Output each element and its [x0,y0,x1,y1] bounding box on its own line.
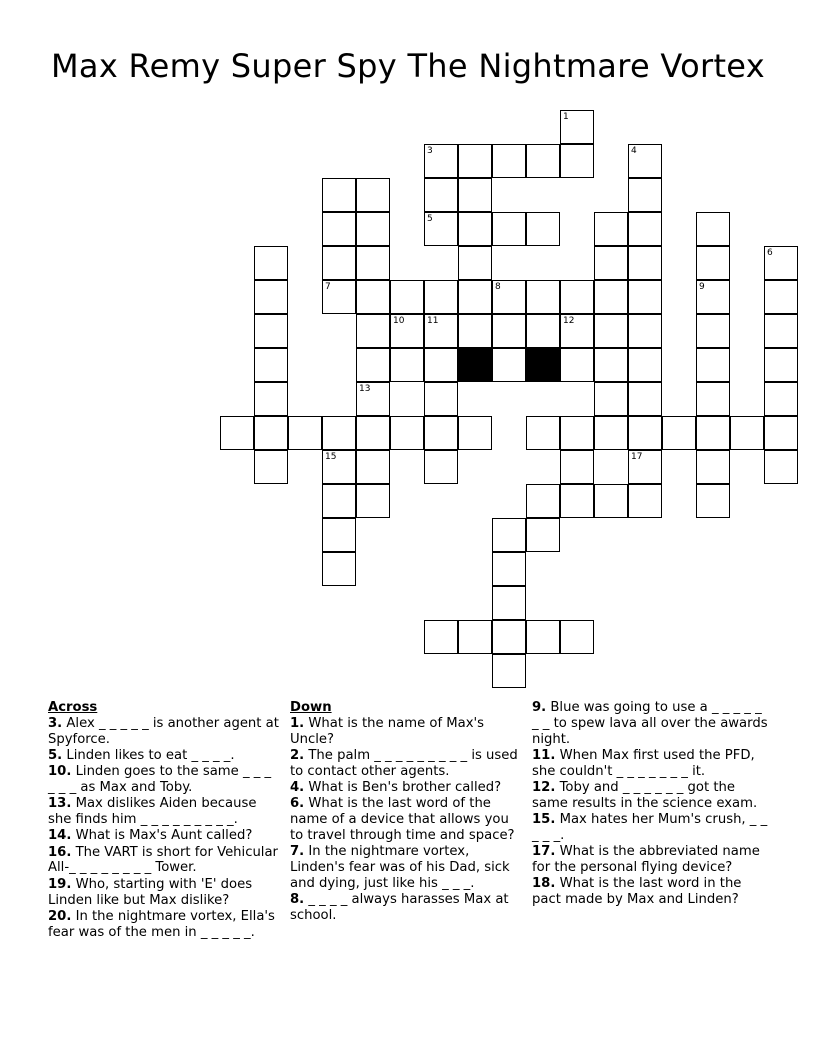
clue-item-number: 16. [48,844,72,860]
clue-item [532,876,768,908]
grid-cell[interactable] [594,484,628,518]
across-clues [48,700,280,941]
clue-item-number: 20. [48,908,72,924]
grid-cell[interactable] [458,246,492,280]
grid-cell[interactable] [356,450,390,484]
down-clues-continued [532,700,768,908]
clue-number: 11 [427,316,439,326]
grid-cell[interactable] [594,246,628,280]
grid-cell[interactable] [322,178,356,212]
grid-cell[interactable] [424,178,458,212]
grid-cell[interactable] [390,314,424,348]
clue-item [48,877,280,909]
grid-cell[interactable] [628,314,662,348]
grid-cell[interactable] [424,450,458,484]
clue-item-number: 3. [48,715,63,731]
grid-cell[interactable] [254,416,288,450]
clue-item-text: The palm _ _ _ _ _ _ _ _ _ is used to contact other agents. [290,747,518,779]
grid-cell[interactable] [628,484,662,518]
grid-cell[interactable] [764,314,798,348]
grid-cell[interactable] [594,212,628,246]
grid-cell[interactable] [458,144,492,178]
grid-cell[interactable] [458,280,492,314]
grid-cell[interactable] [628,178,662,212]
grid-cell[interactable] [322,246,356,280]
grid-cell[interactable] [764,348,798,382]
clue-number: 8 [495,282,501,292]
clue-item [290,796,522,843]
grid-cell[interactable] [696,484,730,518]
grid-cell[interactable] [492,552,526,586]
grid-cell[interactable] [254,280,288,314]
grid-cell[interactable] [764,416,798,450]
clue-item-text: What is the last word of the name of a device that allows you to travel through time and space? [290,796,515,843]
grid-cell[interactable] [322,280,356,314]
grid-cell[interactable] [696,280,730,314]
grid-cell[interactable] [356,246,390,280]
clue-item-text: What is the abbreviated name for the personal flying device? [532,844,760,875]
grid-cell[interactable] [424,144,458,178]
grid-cell[interactable] [492,314,526,348]
grid-cell[interactable] [254,450,288,484]
grid-cell[interactable] [322,212,356,246]
grid-cell[interactable] [696,348,730,382]
grid-cell[interactable] [594,280,628,314]
clue-item-text: Linden likes to eat _ _ _ _. [62,747,235,763]
grid-cell[interactable] [356,348,390,382]
grid-cell[interactable] [356,416,390,450]
clue-item-number: 1. [290,715,305,731]
grid-cell[interactable] [526,620,560,654]
clue-item-number: 8. [290,892,305,908]
grid-cell[interactable] [492,348,526,382]
clue-item-text: In the nightmare vortex, Linden's fear was of his Dad, sick and dying, just like his _ _ _. [290,844,510,891]
grid-cell[interactable] [492,280,526,314]
clue-item-number: 19. [48,876,72,892]
grid-cell[interactable] [322,450,356,484]
grid-cell[interactable] [492,518,526,552]
grid-cell[interactable] [492,144,526,178]
clue-number: 5 [427,214,433,224]
down-heading: Down [290,700,332,715]
grid-cell[interactable] [560,314,594,348]
clue-item-number: 15. [532,812,556,828]
grid-cell[interactable] [424,348,458,382]
grid-cell[interactable] [424,280,458,314]
clue-item-text: When Max first used the PFD, she couldn't _ _ _ _ _ _ _ it. [532,747,755,779]
grid-cell[interactable] [594,382,628,416]
grid-cell[interactable] [628,450,662,484]
clue-item [290,748,522,780]
grid-cell[interactable] [560,144,594,178]
clue-number: 4 [631,146,637,156]
clue-item-text: Toby and _ _ _ _ _ _ got the same results in the science exam. [532,779,758,811]
grid-cell[interactable] [696,314,730,348]
grid-cell[interactable] [390,416,424,450]
grid-cell[interactable] [424,382,458,416]
clue-item-number: 12. [532,779,556,795]
grid-cell[interactable] [560,450,594,484]
grid-cell[interactable] [594,416,628,450]
clue-number: 17 [631,452,643,462]
clue-item [532,844,768,876]
clue-number: 7 [325,282,331,292]
grid-cell[interactable] [356,484,390,518]
grid-cell[interactable] [730,416,764,450]
grid-cell[interactable] [356,178,390,212]
grid-cell[interactable] [560,280,594,314]
clue-item-text: _ _ _ _ always harasses Max at school. [290,892,509,923]
clue-item-number: 2. [290,747,305,763]
clue-item [532,812,768,844]
clue-item-text: In the nightmare vortex, Ella's fear was of the men in _ _ _ _ _. [48,908,275,940]
grid-cell[interactable] [594,314,628,348]
across-heading: Across [48,700,98,715]
grid-cell[interactable] [628,246,662,280]
clue-item-number: 18. [532,876,556,892]
grid-cell[interactable] [526,484,560,518]
down-clues [290,700,522,924]
grid-cell[interactable] [254,246,288,280]
grid-cell[interactable] [628,144,662,178]
clue-item-text: What is the name of Max's Uncle? [290,715,485,747]
clue-item [48,909,280,941]
grid-cell[interactable] [628,280,662,314]
grid-cell[interactable] [526,212,560,246]
clue-item-number: 7. [290,844,305,860]
clue-item [48,828,280,844]
grid-cell[interactable] [458,416,492,450]
clue-item [290,844,522,891]
grid-cell[interactable] [424,620,458,654]
grid-cell[interactable] [560,348,594,382]
grid-cell[interactable] [662,416,696,450]
clue-item [48,845,280,877]
grid-cell[interactable] [458,178,492,212]
grid-cell[interactable] [492,620,526,654]
clue-number: 9 [699,282,705,292]
grid-cell[interactable] [254,382,288,416]
grid-cell[interactable] [696,246,730,280]
clue-item [48,796,280,828]
clue-number: 15 [325,452,337,462]
clue-item-text: What is Ben's brother called? [304,779,502,795]
clue-item [290,892,522,924]
grid-cell[interactable] [628,348,662,382]
clue-item-text: What is Max's Aunt called? [71,828,253,844]
clue-item-number: 11. [532,747,556,763]
grid-cell[interactable] [764,382,798,416]
grid-cell[interactable] [322,552,356,586]
grid-cell[interactable] [390,280,424,314]
grid-cell[interactable] [356,314,390,348]
grid-cell[interactable] [288,416,322,450]
grid-cell[interactable] [696,450,730,484]
grid-cell[interactable] [526,518,560,552]
clue-item-number: 4. [290,779,305,795]
clue-number: 6 [767,248,773,258]
clue-number: 3 [427,146,433,156]
grid-cell[interactable] [628,212,662,246]
grid-cell[interactable] [424,212,458,246]
clue-item [532,700,768,747]
clue-item-text: Linden goes to the same _ _ _ _ _ _ as Max and Toby. [48,764,272,795]
grid-cell[interactable] [424,416,458,450]
grid-cell[interactable] [526,314,560,348]
clue-item-text: Who, starting with 'E' does Linden like but Max dislike? [48,876,253,908]
clue-item-text: The VART is short for Vehicular All-_ _ _ _ _ _ _ _ Tower. [48,844,278,876]
puzzle-title: Max Remy Super Spy The Nightmare Vortex [51,47,765,85]
grid-cell[interactable] [492,212,526,246]
clue-number: 12 [563,316,575,326]
clue-item-text: What is the last word in the pact made by Max and Linden? [532,876,742,908]
clue-item [532,780,768,812]
grid-cell[interactable] [220,416,254,450]
grid-cell[interactable] [322,484,356,518]
grid-cell[interactable] [254,348,288,382]
grid-cell[interactable] [628,416,662,450]
grid-cell[interactable] [322,518,356,552]
grid-cell[interactable] [254,314,288,348]
grid-cell[interactable] [390,348,424,382]
grid-cell[interactable] [696,212,730,246]
clue-item-number: 13. [48,796,72,812]
clue-item-number: 14. [48,828,72,844]
grid-cell[interactable] [560,110,594,144]
grid-cell[interactable] [322,416,356,450]
grid-cell[interactable] [594,348,628,382]
grid-cell[interactable] [458,212,492,246]
clue-item-text: Max dislikes Aiden because she finds him _ _ _ _ _ _ _ _ _. [48,796,257,828]
grid-cell[interactable] [764,280,798,314]
grid-cell[interactable] [764,450,798,484]
grid-cell[interactable] [492,586,526,620]
clue-number: 1 [563,112,569,122]
clue-item-number: 6. [290,796,305,812]
grid-cell[interactable] [526,280,560,314]
clue-item-number: 10. [48,764,72,780]
grid-cell[interactable] [560,484,594,518]
clue-number: 10 [393,316,405,326]
clue-item [290,716,522,748]
clue-item-number: 17. [532,844,556,860]
grid-cell[interactable] [696,416,730,450]
grid-cell[interactable] [764,246,798,280]
clue-item [48,716,280,748]
grid-cell[interactable] [356,280,390,314]
grid-block [458,348,492,382]
grid-cell[interactable] [560,620,594,654]
grid-cell[interactable] [526,144,560,178]
grid-cell[interactable] [526,416,560,450]
grid-cell[interactable] [696,382,730,416]
clue-item-text: Blue was going to use a _ _ _ _ _ _ _ to spew lava all over the awards night. [532,700,768,747]
grid-cell[interactable] [356,382,390,416]
clue-item [48,748,280,764]
grid-cell[interactable] [458,314,492,348]
clue-item-number: 9. [532,700,547,715]
clue-item [532,748,768,780]
clue-number: 13 [359,384,371,394]
clue-item [290,780,522,796]
grid-block [526,348,560,382]
grid-cell[interactable] [458,620,492,654]
grid-cell[interactable] [356,212,390,246]
clue-item [48,764,280,796]
clue-item-text: Alex _ _ _ _ _ is another agent at Spyforce. [48,715,279,747]
clue-item-number: 5. [48,747,63,763]
clue-item-text: Max hates her Mum's crush, _ _ _ _ _. [532,812,768,843]
grid-cell[interactable] [560,416,594,450]
grid-cell[interactable] [628,382,662,416]
grid-cell[interactable] [424,314,458,348]
grid-cell[interactable] [492,654,526,688]
